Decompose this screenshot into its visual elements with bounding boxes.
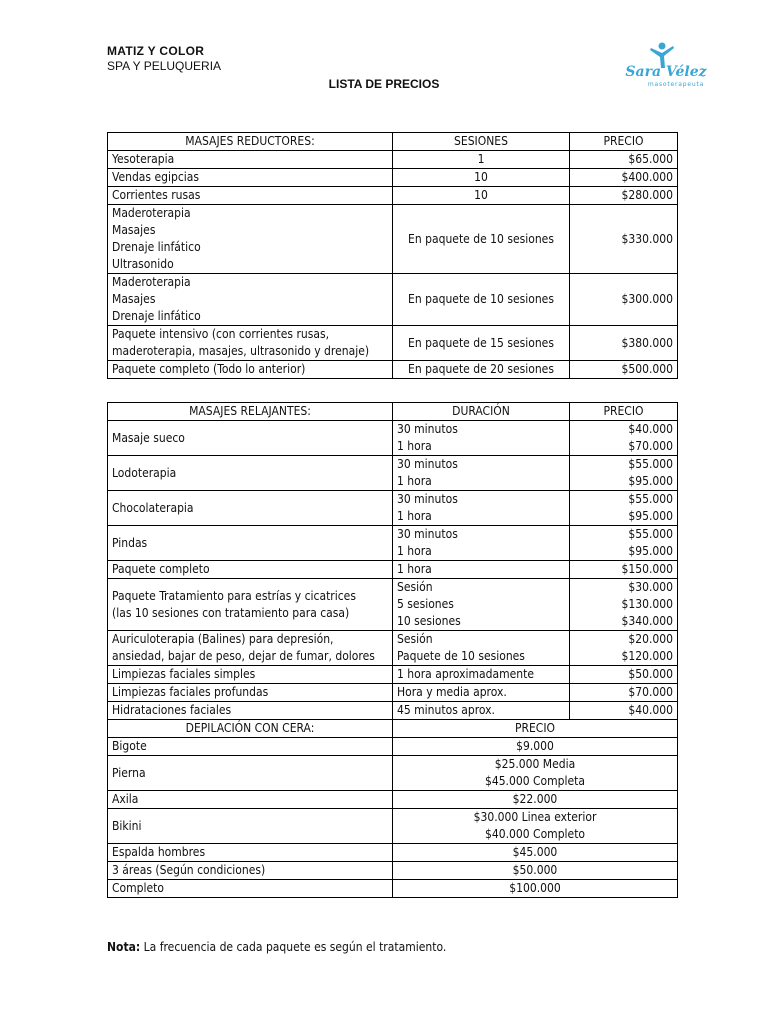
cell-line: Yesoterapia xyxy=(112,152,175,166)
service-cell xyxy=(108,151,393,169)
duracion-cell xyxy=(393,421,570,456)
cell-line: Sesión xyxy=(397,632,433,646)
cell-line: $95.000 xyxy=(628,544,673,558)
logo xyxy=(618,38,718,98)
cell-line: Masajes xyxy=(112,223,156,237)
cell-line: $70.000 xyxy=(628,685,673,699)
cell-line: Maderoterapia xyxy=(112,275,191,289)
price-cell: $280.000 xyxy=(570,187,678,205)
service-cell xyxy=(108,526,393,561)
logo-tagline: masoterapeuta xyxy=(647,81,705,88)
note-text: La frecuencia de cada paquete es según el tratamiento. xyxy=(143,940,447,954)
duracion-cell xyxy=(393,702,570,720)
sesiones-cell: 1 xyxy=(393,151,570,169)
sesiones-cell: En paquete de 10 sesiones xyxy=(393,205,570,274)
cell-line: Drenaje linfático xyxy=(112,309,201,323)
cell-line: Ultrasonido xyxy=(112,257,174,271)
cell-line: $25.000 Media xyxy=(494,757,576,771)
table-row xyxy=(108,666,678,684)
table-row xyxy=(108,756,678,791)
cell-line: 1 hora xyxy=(397,474,432,488)
cell-line: 30 minutos xyxy=(397,492,458,506)
duracion-cell xyxy=(393,666,570,684)
header-sesiones: SESIONES xyxy=(393,133,570,151)
cell-line: 45 minutos aprox. xyxy=(397,703,495,717)
price-cell: $300.000 xyxy=(570,274,678,326)
cell-line: Paquete intensivo (con corrientes rusas, xyxy=(112,327,330,341)
table-row xyxy=(108,187,678,205)
price-cell xyxy=(393,738,678,756)
table-masajes-reductores xyxy=(107,132,678,379)
cell-line: $20.000 xyxy=(628,632,673,646)
cell-line: Limpiezas faciales simples xyxy=(112,667,256,681)
service-cell xyxy=(108,491,393,526)
sesiones-cell: 10 xyxy=(393,187,570,205)
price-cell: $400.000 xyxy=(570,169,678,187)
price-cell xyxy=(393,880,678,898)
duracion-cell xyxy=(393,684,570,702)
table-row xyxy=(108,844,678,862)
table-header-row xyxy=(108,133,678,151)
cell-line: $120.000 xyxy=(621,649,673,663)
cell-line: $340.000 xyxy=(621,614,673,628)
table-row xyxy=(108,361,678,379)
sesiones-cell: En paquete de 10 sesiones xyxy=(393,274,570,326)
table-row xyxy=(108,702,678,720)
table-row xyxy=(108,862,678,880)
cell-line: Vendas egipcias xyxy=(112,170,199,184)
service-cell xyxy=(108,579,393,631)
service-cell xyxy=(108,187,393,205)
duracion-cell xyxy=(393,526,570,561)
cell-line: 1 hora xyxy=(397,544,432,558)
cell-line: Chocolaterapia xyxy=(112,500,194,515)
page-title: LISTA DE PRECIOS xyxy=(328,77,440,91)
cell-line: $70.000 xyxy=(628,439,673,453)
cell-line: Limpiezas faciales profundas xyxy=(112,685,269,699)
price-cell xyxy=(393,809,678,844)
cell-line: 30 minutos xyxy=(397,527,458,541)
cell-line: $9.000 xyxy=(516,739,554,753)
service-cell xyxy=(108,666,393,684)
table-masajes-relajantes xyxy=(107,402,678,898)
cell-line: Paquete completo (Todo lo anterior) xyxy=(112,362,306,376)
table-row xyxy=(108,631,678,666)
cell-line: $45.000 xyxy=(512,845,558,859)
business-name: MATIZ Y COLOR xyxy=(107,44,205,58)
table-row xyxy=(108,880,678,898)
note-label: Nota: xyxy=(107,940,141,954)
table-row xyxy=(108,738,678,756)
price-cell xyxy=(570,526,678,561)
table-row xyxy=(108,205,678,274)
price-cell: $500.000 xyxy=(570,361,678,379)
price-cell: $330.000 xyxy=(570,205,678,274)
cell-line: 1 hora xyxy=(397,562,432,576)
sesiones-cell: En paquete de 20 sesiones xyxy=(393,361,570,379)
price-cell xyxy=(570,702,678,720)
price-cell xyxy=(570,579,678,631)
duracion-cell xyxy=(393,631,570,666)
cell-line: maderoterapia, masajes, ultrasonido y drenaje) xyxy=(112,344,370,358)
table-row xyxy=(108,326,678,361)
table-row xyxy=(108,791,678,809)
price-cell xyxy=(570,456,678,491)
header-duracion: DURACIÓN xyxy=(393,403,570,421)
service-cell xyxy=(108,561,393,579)
price-cell xyxy=(570,491,678,526)
cell-line: 1 hora xyxy=(397,509,432,523)
service-cell xyxy=(108,684,393,702)
service-cell xyxy=(108,169,393,187)
table-row xyxy=(108,151,678,169)
sesiones-cell: En paquete de 15 sesiones xyxy=(393,326,570,361)
cell-line: 30 minutos xyxy=(397,422,458,436)
header-masajes-reductores: MASAJES REDUCTORES: xyxy=(108,133,393,151)
header-depilacion: DEPILACIÓN CON CERA: xyxy=(108,720,393,738)
cell-line: Lodoterapia xyxy=(112,465,177,480)
cell-line: Auriculoterapia (Balines) para depresión, xyxy=(112,632,334,646)
service-cell xyxy=(108,702,393,720)
cell-line: 10 sesiones xyxy=(397,614,461,628)
cell-line: $55.000 xyxy=(628,457,673,471)
service-cell: Bikini xyxy=(108,809,393,844)
service-cell: Espalda hombres xyxy=(108,844,393,862)
service-cell xyxy=(108,274,393,326)
price-cell xyxy=(393,756,678,791)
cell-line: 1 hora aproximadamente xyxy=(397,667,534,681)
business-subtitle: SPA Y PELUQUERIA xyxy=(107,59,222,73)
cell-line: Paquete de 10 sesiones xyxy=(397,649,525,663)
service-cell: Bigote xyxy=(108,738,393,756)
sesiones-cell: 10 xyxy=(393,169,570,187)
cell-line: $95.000 xyxy=(628,474,673,488)
cell-line: Pindas xyxy=(112,535,148,550)
price-cell xyxy=(570,421,678,456)
service-cell: Pierna xyxy=(108,756,393,791)
cell-line: $40.000 xyxy=(628,703,673,717)
service-cell xyxy=(108,205,393,274)
cell-line: Hora y media aprox. xyxy=(397,685,507,699)
cell-line: $95.000 xyxy=(628,509,673,523)
service-cell: Completo xyxy=(108,880,393,898)
cell-line: $50.000 xyxy=(628,667,673,681)
cell-line: 1 hora xyxy=(397,439,432,453)
cell-line: Masaje sueco xyxy=(112,430,185,445)
price-cell xyxy=(393,844,678,862)
table-row xyxy=(108,579,678,631)
cell-line: $30.000 Linea exterior xyxy=(473,810,597,824)
cell-line: Paquete Tratamiento para estrías y cicatrices xyxy=(112,588,356,603)
duracion-cell xyxy=(393,579,570,631)
service-cell: 3 áreas (Según condiciones) xyxy=(108,862,393,880)
service-cell xyxy=(108,631,393,666)
cell-line: 5 sesiones xyxy=(397,597,454,611)
table-header-row xyxy=(108,720,678,738)
footer-note xyxy=(107,940,446,954)
table-row xyxy=(108,809,678,844)
cell-line: Maderoterapia xyxy=(112,206,191,220)
price-cell xyxy=(393,862,678,880)
price-cell xyxy=(570,561,678,579)
price-cell xyxy=(570,631,678,666)
cell-line: Corrientes rusas xyxy=(112,188,201,202)
cell-line: $55.000 xyxy=(628,492,673,506)
service-cell xyxy=(108,326,393,361)
table-row xyxy=(108,421,678,456)
cell-line: $100.000 xyxy=(509,881,561,895)
cell-line: $40.000 Completo xyxy=(484,827,586,841)
price-cell xyxy=(570,684,678,702)
cell-line: 30 minutos xyxy=(397,457,458,471)
cell-line: Drenaje linfático xyxy=(112,240,201,254)
price-cell xyxy=(570,666,678,684)
logo-name: Sara Vélez xyxy=(625,64,707,80)
cell-line: Masajes xyxy=(112,292,156,306)
price-cell: $380.000 xyxy=(570,326,678,361)
cell-line: $22.000 xyxy=(512,792,558,806)
table-row xyxy=(108,274,678,326)
header-precio: PRECIO xyxy=(393,720,678,738)
cell-line: $45.000 Completa xyxy=(484,774,586,788)
header-precio: PRECIO xyxy=(570,403,678,421)
table-row xyxy=(108,169,678,187)
cell-line: (las 10 sesiones con tratamiento para casa) xyxy=(112,605,350,620)
duracion-cell xyxy=(393,561,570,579)
service-cell xyxy=(108,361,393,379)
cell-line: $55.000 xyxy=(628,527,673,541)
table-row xyxy=(108,491,678,526)
cell-line: $30.000 xyxy=(628,580,673,594)
price-cell: $65.000 xyxy=(570,151,678,169)
cell-line: $150.000 xyxy=(621,562,673,576)
service-cell: Axila xyxy=(108,791,393,809)
service-cell xyxy=(108,421,393,456)
header-precio: PRECIO xyxy=(570,133,678,151)
duracion-cell xyxy=(393,456,570,491)
duracion-cell xyxy=(393,491,570,526)
cell-line: $50.000 xyxy=(512,863,558,877)
cell-line: $130.000 xyxy=(621,597,673,611)
table-row xyxy=(108,684,678,702)
table-row xyxy=(108,526,678,561)
cell-line: ansiedad, bajar de peso, dejar de fumar, dolores xyxy=(112,649,375,663)
header-masajes-relajantes: MASAJES RELAJANTES: xyxy=(108,403,393,421)
table-row xyxy=(108,561,678,579)
cell-line: $40.000 xyxy=(628,422,673,436)
table-row xyxy=(108,456,678,491)
cell-line: Hidrataciones faciales xyxy=(112,703,232,717)
price-cell xyxy=(393,791,678,809)
service-cell xyxy=(108,456,393,491)
cell-line: Sesión xyxy=(397,580,433,594)
cell-line: Paquete completo xyxy=(112,562,210,576)
table-header-row xyxy=(108,403,678,421)
